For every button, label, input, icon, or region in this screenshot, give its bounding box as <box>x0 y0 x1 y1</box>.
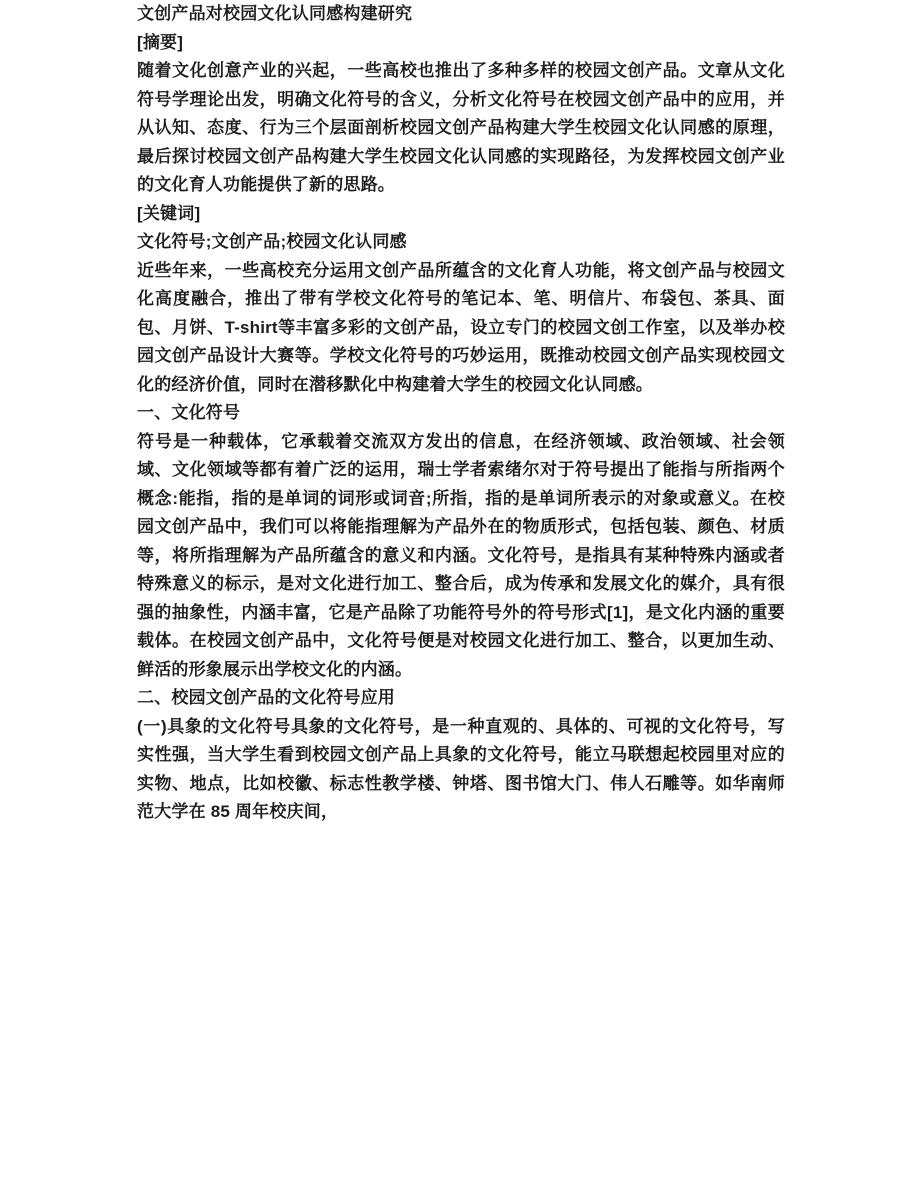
document-title: 文创产品对校园文化认同感构建研究 <box>137 4 413 23</box>
section-2-heading: 二、校园文创产品的文化符号应用 <box>137 688 395 707</box>
abstract-paragraph: 随着文化创意产业的兴起，一些高校也推出了多种多样的校园文创产品。文章从文化符号学理论出发，明确文化符号的含义，分析文化符号在校园文创产品中的应用，并从认知、态度、行为三个层面剖析校园文创产品构建大学生校园文化认同感的原理，最后探讨校园文创产品构建大学生校园文化认同感的实现路径，为发挥校园文创产业的文化育人功能提供了新的思路。 <box>137 61 785 194</box>
abstract-label: [摘要] <box>137 32 184 52</box>
section-1-heading: 一、文化符号 <box>137 403 241 422</box>
keywords-text: 文化符号;文创产品;校园文化认同感 <box>137 232 407 251</box>
intro-paragraph: 近些年来，一些高校充分运用文创产品所蕴含的文化育人功能，将文创产品与校园文化高度融合，推出了带有学校文化符号的笔记本、笔、明信片、布袋包、茶具、面包、月饼、T-shirt等丰富多彩的文创产品，设立专门的校园文创工作室，以及举办校园文创产品设计大赛等。学校文化符号的巧妙运用，既推动校园文创产品实现校园文化的经济价值，同时在潜移默化中构建着大学生的校园文化认同感。 <box>137 260 785 394</box>
keywords-label: [关键词] <box>137 203 201 223</box>
document-text-column <box>137 0 785 827</box>
section-2-paragraph: (一)具象的文化符号具象的文化符号，是一种直观的、具体的、可视的文化符号，写实性强，当大学生看到校园文创产品上具象的文化符号，能立马联想起校园里对应的实物、地点，比如校徽、标志性教学楼、钟塔、图书馆大门、伟人石雕等。如华南师范大学在 85 周年校庆间， <box>137 716 785 821</box>
section-1-paragraph: 符号是一种载体，它承载着交流双方发出的信息，在经济领域、政治领域、社会领域、文化领域等都有着广泛的运用，瑞士学者索绪尔对于符号提出了能指与所指两个概念:能指，指的是单词的词形或词音;所指，指的是单词所表示的对象或意义。在校园文创产品中，我们可以将能指理解为产品外在的物质形式，包括包装、颜色、材质等，将所指理解为产品所蕴含的意义和内涵。文化符号，是指具有某种特殊内涵或者特殊意义的标示，是对文化进行加工、整合后，成为传承和发展文化的媒介，具有很强的抽象性，内涵丰富，它是产品除了功能符号外的符号形式[1]，是文化内涵的重要载体。在校园文创产品中，文化符号便是对校园文化进行加工、整合，以更加生动、鲜活的形象展示出学校文化的内涵。 <box>137 431 785 679</box>
